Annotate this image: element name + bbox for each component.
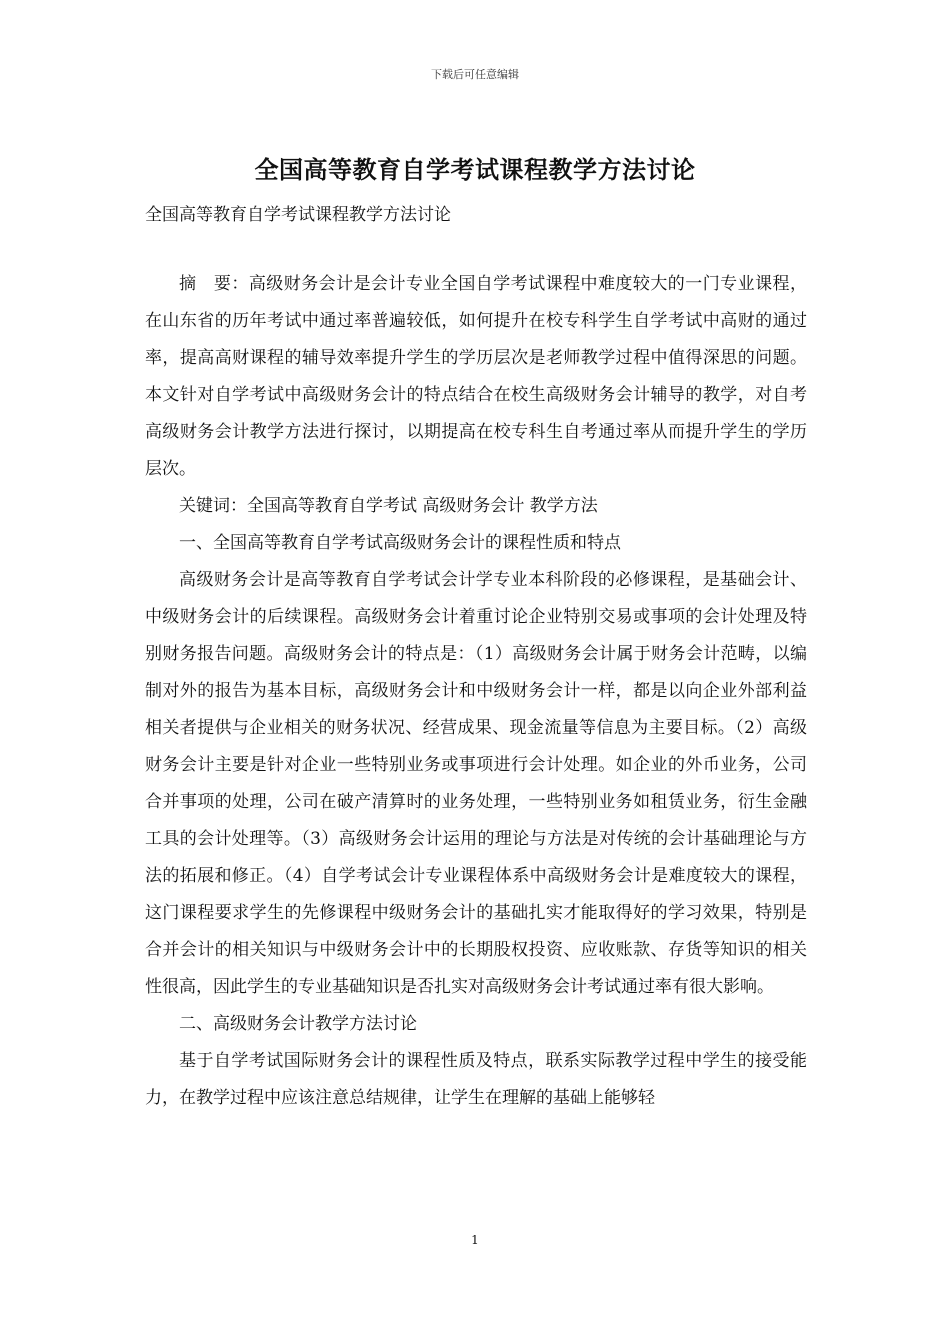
keywords-paragraph: 关键词：全国高等教育自学考试 高级财务会计 教学方法 — [179, 496, 598, 516]
document-subtitle: 全国高等教育自学考试课程教学方法讨论 — [145, 205, 451, 225]
document-body — [145, 266, 807, 1117]
section-heading-2: 二、高级财务会计教学方法讨论 — [179, 1014, 417, 1034]
section-1-paragraph: 高级财务会计是高等教育自学考试会计学专业本科阶段的必修课程，是基础会计、中级财务会计的后续课程。高级财务会计着重讨论企业特别交易或事项的会计处理及特别财务报告问题。高级财务会计的特点是：（1）高级财务会计属于财务会计范畴，以编制对外的报告为基本目标，高级财务会计和中级财务会计一样，都是以向企业外部利益相关者提供与企业相关的财务状况、经营成果、现金流量等信息为主要目标。（2）高级财务会计主要是针对企业一些特别业务或事项进行会计处理。如企业的外币业务，公司合并事项的处理，公司在破产清算时的业务处理，一些特别业务如租赁业务，衍生金融工具的会计处理等。（3）高级财务会计运用的理论与方法是对传统的会计基础理论与方法的拓展和修正。（4）自学考试会计专业课程体系中高级财务会计是难度较大的课程，这门课程要求学生的先修课程中级财务会计的基础扎实才能取得好的学习效果，特别是合并会计的相关知识与中级财务会计中的长期股权投资、应收账款、存货等知识的相关性很高，因此学生的专业基础知识是否扎实对高级财务会计考试通过率有很大影响。 — [145, 570, 807, 997]
abstract-paragraph: 摘 要：高级财务会计是会计专业全国自学考试课程中难度较大的一门专业课程，在山东省的历年考试中通过率普遍较低，如何提升在校专科学生自学考试中高财的通过率，提高高财课程的辅导效率提升学生的学历层次是老师教学过程中值得深思的问题。本文针对自学考试中高级财务会计的特点结合在校生高级财务会计辅导的教学，对自考高级财务会计教学方法进行探讨，以期提高在校专科生自考通过率从而提升学生的学历层次。 — [145, 274, 807, 479]
section-heading-1: 一、全国高等教育自学考试高级财务会计的课程性质和特点 — [179, 533, 621, 553]
page-header-note: 下载后可任意编辑 — [431, 68, 519, 81]
document-title: 全国高等教育自学考试课程教学方法讨论 — [254, 156, 696, 184]
section-2-paragraph: 基于自学考试国际财务会计的课程性质及特点，联系实际教学过程中学生的接受能力，在教学过程中应该注意总结规律，让学生在理解的基础上能够轻 — [145, 1051, 807, 1108]
page-number: 1 — [471, 1233, 479, 1247]
